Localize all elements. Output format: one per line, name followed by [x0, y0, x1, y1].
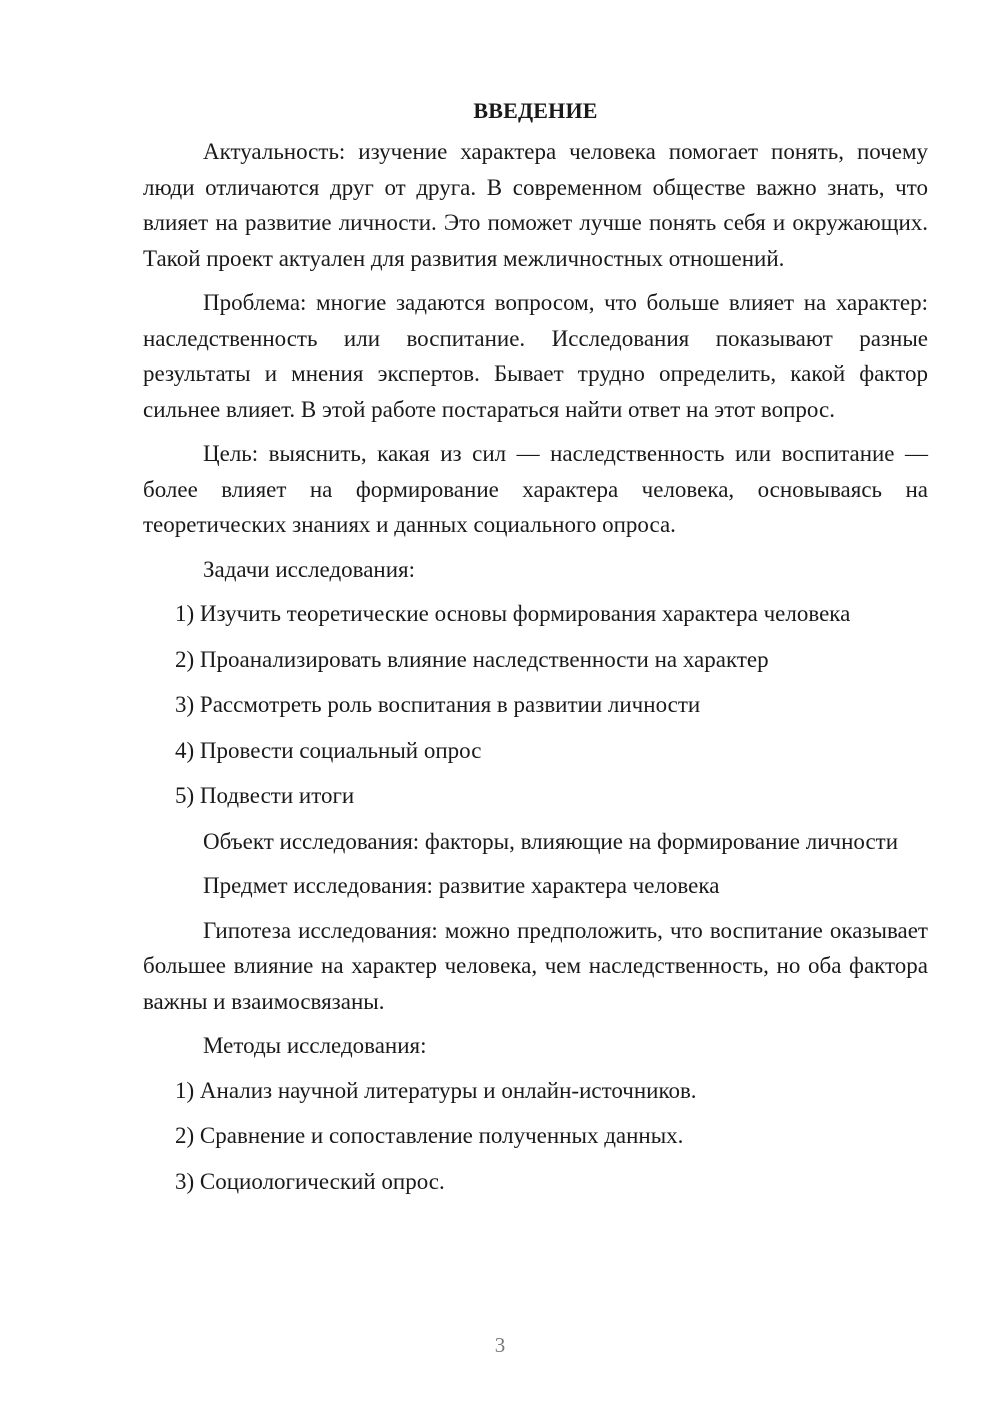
tasks-list: [143, 596, 928, 814]
page-number: 3: [494, 1333, 506, 1357]
task-item: 4) Провести социальный опрос: [175, 737, 482, 763]
task-item: 1) Изучить теоретические основы формирования характера человека: [175, 601, 851, 626]
tasks-heading: Задачи исследования:: [203, 556, 416, 582]
methods-heading: Методы исследования:: [203, 1033, 427, 1058]
method-item: 3) Социологический опрос.: [175, 1168, 445, 1194]
methods-list: [143, 1073, 928, 1200]
problem-paragraph: Проблема: многие задаются вопросом, что больше влияет на характер: наследственность или воспитание. Исследования показывают разные результаты и мнения экспертов. Бывает трудно определить, какой фактор сильнее влияет. В этой работе постараться найти ответ на этот вопрос.: [143, 290, 928, 422]
object-paragraph: Объект исследования: факторы, влияющие на формирование личности: [203, 828, 899, 854]
task-item: 5) Подвести итоги: [175, 783, 355, 808]
relevance-paragraph: Актуальность: изучение характера человека помогает понять, почему люди отличаются друг от друга. В современном обществе важно знать, что влияет на развитие личности. Это поможет лучше понять себя и окружающих. Такой проект актуален для развития межличностных отношений.: [143, 139, 928, 271]
document-page: [143, 96, 928, 1209]
method-item: 1) Анализ научной литературы и онлайн-источников.: [175, 1077, 697, 1103]
task-item: 3) Рассмотреть роль воспитания в развитии личности: [175, 692, 701, 717]
task-item: 2) Проанализировать влияние наследственности на характер: [175, 646, 769, 672]
goal-paragraph: Цель: выяснить, какая из сил — наследственность или воспитание — более влияет на формирование характера человека, основываясь на теоретических знаниях и данных социального опроса.: [143, 441, 928, 537]
hypothesis-paragraph: Гипотеза исследования: можно предположить, что воспитание оказывает большее влияние на характер человека, чем наследственность, но оба фактора важны и взаимосвязаны.: [143, 917, 928, 1014]
method-item: 2) Сравнение и сопоставление полученных данных.: [175, 1123, 684, 1148]
subject-paragraph: Предмет исследования: развитие характера человека: [203, 873, 720, 898]
section-title: ВВЕДЕНИЕ: [473, 98, 598, 123]
